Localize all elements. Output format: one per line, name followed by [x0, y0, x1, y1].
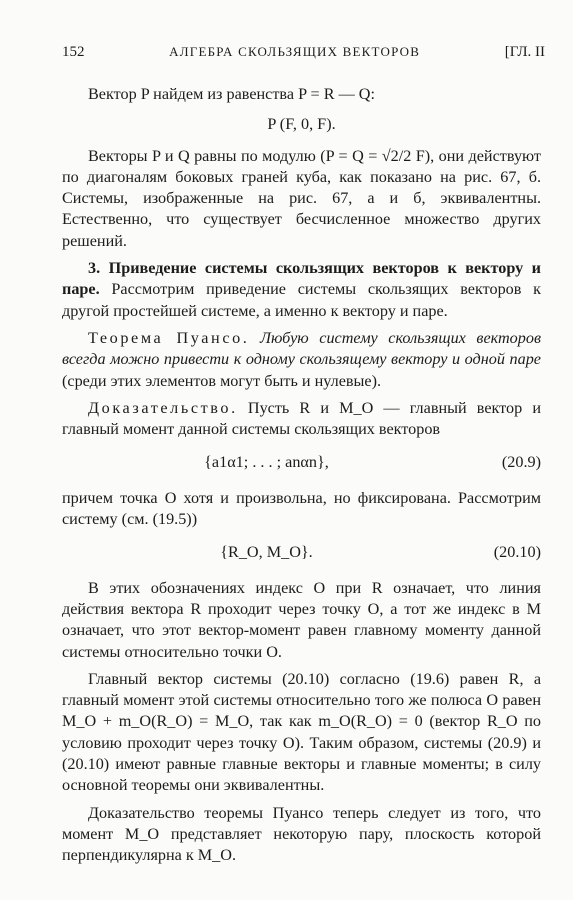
page-number: 152 — [62, 44, 85, 60]
formula-p-coordinates: P (F, 0, F). — [267, 115, 336, 134]
section-3-text: Рассмотрим приведение системы скользящих векторов к другой простейшей системе, а именно к вектору и паре. — [62, 280, 542, 320]
proof-label: Доказательство. — [88, 398, 238, 417]
paragraph-point-fixed: причем точка O хотя и произвольна, но фиксирована. Рассмотрим систему (см. (19.5)) — [62, 488, 541, 529]
equation-20-9 — [62, 452, 541, 473]
equation-20-10 — [62, 542, 541, 563]
proof-paragraph — [62, 398, 541, 441]
paragraph-proof-conclusion: Доказательство теоремы Пуансо теперь следует из того, что момент M_O представляет некоторую пару, плоскость которой перпендикулярна к M_O. — [62, 803, 541, 865]
theorem-note: (среди этих элементов могут быть и нулевые). — [62, 371, 382, 390]
theorem-poinsot — [62, 328, 541, 392]
chapter-ref: [ГЛ. II — [504, 44, 545, 60]
theorem-statement: Любую систему скользящих векторов всегда можно привести к одному скользящему вектору и одной паре — [62, 328, 541, 369]
page-header — [62, 44, 545, 61]
proof-text: Пусть R и M_O — главный вектор и главный момент данной системы скользящих векторов — [62, 398, 541, 439]
paragraph-main-vector: Главный вектор системы (20.10) согласно (19.6) равен R, а главный момент этой системы относительно того же полюса O равен M_O + m_O(R_O) = M_O, так как m_O(R_O) = 0 (вектор R_O по условию проходит через точку O). Таким образом, системы (20.9) и (20.10) имеют равные главные векторы и главные моменты; в силу основной теоремы они эквивалентны. — [62, 669, 541, 795]
equation-20-9-number: (20.9) — [501, 453, 541, 472]
equation-20-9-formula: {a1α1; . . . ; anαn}, — [204, 453, 329, 472]
running-title: АЛГЕБРА СКОЛЬЗЯЩИХ ВЕКТОРОВ — [169, 44, 421, 59]
section-3 — [62, 258, 541, 322]
theorem-label: Теорема Пуансо. — [88, 328, 250, 347]
paragraph-notation: В этих обозначениях индекс O при R означает, что линия действия вектора R проходит через точку O, а тот же индекс в M означает, что этот вектор-момент равен главному моменту данной системы относительно точки O. — [62, 578, 541, 661]
equation-20-10-number: (20.10) — [493, 543, 541, 562]
equation-20-10-formula: {R_O, M_O}. — [220, 543, 313, 562]
paragraph-p-q-equal: Векторы P и Q равны по модулю (P = Q = √2/2 F), они действуют по диагоналям боковых граней куба, как показано на рис. 67, б. Системы, изображенные на рис. 67, а и б, эквивалентны. Естественно, что существует бесчисленное множество других решений. — [62, 146, 541, 250]
paragraph-vector-p: Вектор P найдем из равенства P = R — Q: — [88, 85, 375, 103]
section-3-heading: 3. Приведение системы скользящих векторов к вектору и паре. — [62, 259, 541, 299]
page-body — [62, 84, 541, 867]
